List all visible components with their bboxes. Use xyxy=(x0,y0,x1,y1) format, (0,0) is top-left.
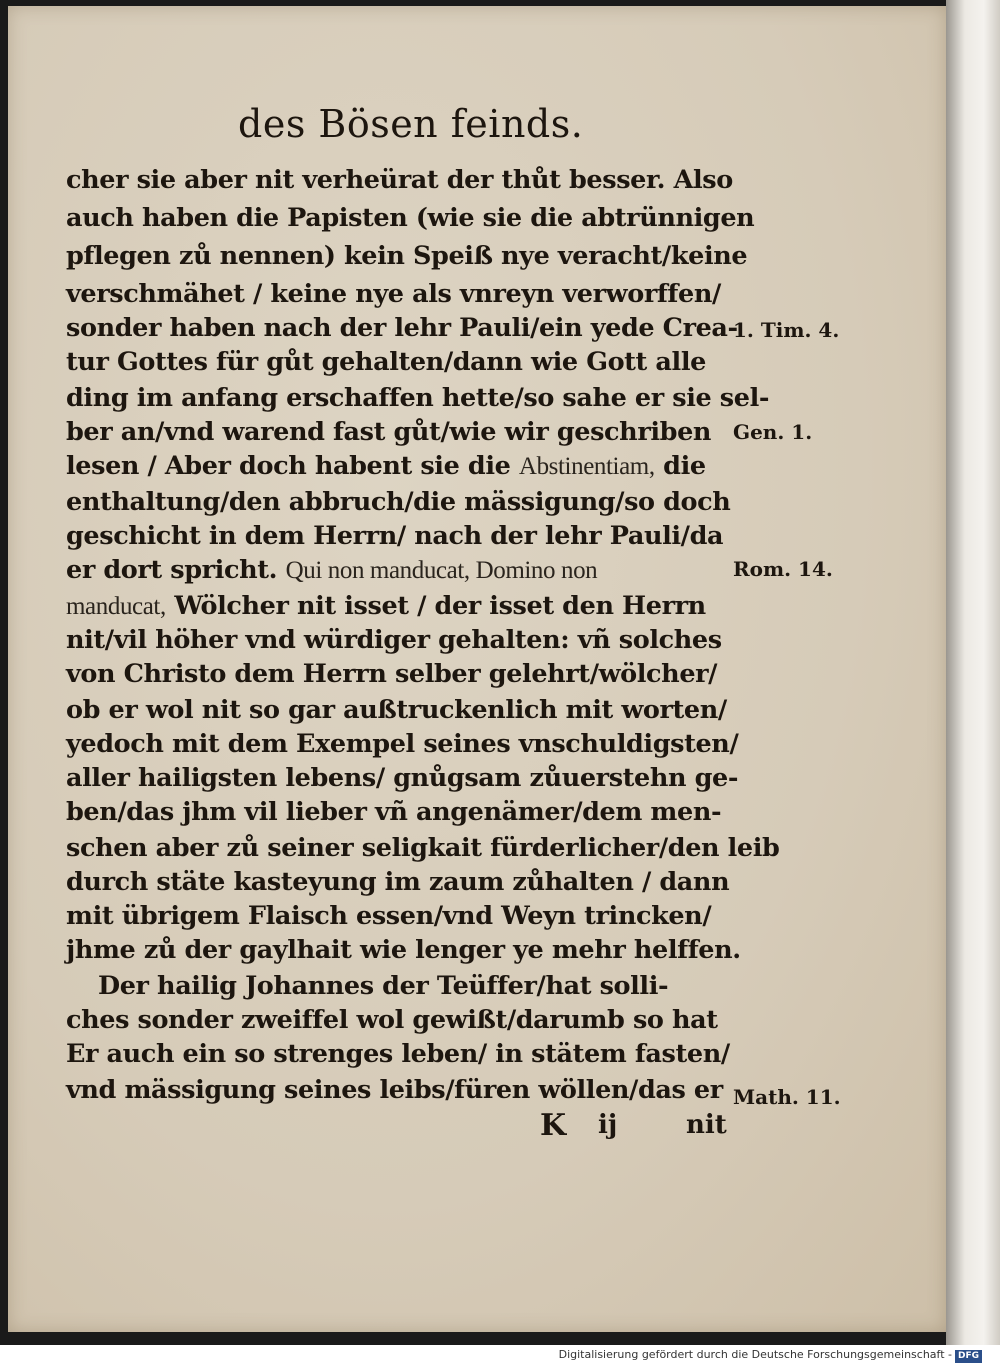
text-line: von Christo dem Herrn selber gelehrt/wölcher/ xyxy=(66,659,718,689)
text-fragment: Wölcher nit isset / der isset den Herrn xyxy=(174,591,706,621)
text-line: geschicht in dem Herrn/ nach der lehr Pauli/da xyxy=(66,521,724,551)
text-line: aller hailigsten lebens/ gnůgsam zůuerstehn ge- xyxy=(66,763,739,793)
text-line: ding im anfang erschaffen hette/so sahe er sie sel- xyxy=(66,383,770,413)
text-line: ber an/vnd warend fast gůt/wie wir geschriben xyxy=(66,417,712,447)
text-line: cher sie aber nit verheürat der thůt besser. Also xyxy=(66,165,733,195)
text-fragment: die xyxy=(663,451,706,481)
latin-quotation: manducat, xyxy=(66,593,166,620)
signature-line xyxy=(540,1108,740,1148)
text-line: Der hailig Johannes der Teüffer/hat solli- xyxy=(98,971,669,1001)
marginal-reference: 1. Tim. 4. xyxy=(733,318,840,342)
catchword: nit xyxy=(686,1110,727,1140)
page-edge xyxy=(946,0,1000,1345)
text-line: durch stäte kasteyung im zaum zůhalten / dann xyxy=(66,867,730,897)
text-line: Er auch ein so strenges leben/ in stätem fasten/ xyxy=(66,1039,730,1069)
marginal-reference: Math. 11. xyxy=(733,1085,841,1109)
text-line: jhme zů der gaylhait wie lenger ye mehr helffen. xyxy=(66,935,741,965)
latin-quotation: Qui non manducat, Domino non xyxy=(285,557,598,584)
text-line: ben/das jhm vil lieber vñ angenämer/dem men- xyxy=(66,797,722,827)
text-line: tur Gottes für gůt gehalten/dann wie Gott alle xyxy=(66,347,706,377)
text-line: sonder haben nach der lehr Pauli/ein yede Crea- xyxy=(66,313,738,343)
text-line: ob er wol nit so gar außtruckenlich mit worten/ xyxy=(66,695,727,725)
signature-number: ij xyxy=(598,1110,618,1140)
signature-mark: K xyxy=(540,1108,567,1143)
text-line: vnd mässigung seines leibs/füren wöllen/das er xyxy=(66,1075,723,1105)
dfg-logo-icon: DFG xyxy=(955,1350,982,1363)
marginal-reference: Rom. 14. xyxy=(733,557,833,581)
text-line: ches sonder zweiffel wol gewißt/darumb so hat xyxy=(66,1005,718,1035)
text-line: verschmähet / keine nye als vnreyn verworffen/ xyxy=(66,279,721,309)
text-line: schen aber zů seiner seligkait fürderlicher/den leib xyxy=(66,833,780,863)
text-line: auch haben die Papisten (wie sie die abtrünnigen xyxy=(66,203,755,233)
marginal-reference: Gen. 1. xyxy=(733,420,813,444)
running-head: des Bösen feinds. xyxy=(238,102,584,146)
text-line-mixed xyxy=(66,588,706,624)
text-fragment: lesen / Aber doch habent sie die xyxy=(66,451,511,481)
text-line: yedoch mit dem Exempel seines vnschuldigsten/ xyxy=(66,729,739,759)
text-line-mixed xyxy=(66,552,597,588)
text-line-mixed xyxy=(66,448,706,484)
latin-term: Abstinentiam, xyxy=(518,453,655,480)
footer-credit: Digitalisierung gefördert durch die Deutsche Forschungsgemeinschaft - xyxy=(558,1348,952,1361)
text-line: enthaltung/den abbruch/die mässigung/so doch xyxy=(66,487,731,517)
text-fragment: er dort spricht. xyxy=(66,555,278,585)
text-line: pflegen zů nennen) kein Speiß nye veracht/keine xyxy=(66,241,748,271)
text-line: mit übrigem Flaisch essen/vnd Weyn trincken/ xyxy=(66,901,712,931)
text-line: nit/vil höher vnd würdiger gehalten: vñ solches xyxy=(66,625,722,655)
footer-credit-bar xyxy=(559,1347,982,1363)
